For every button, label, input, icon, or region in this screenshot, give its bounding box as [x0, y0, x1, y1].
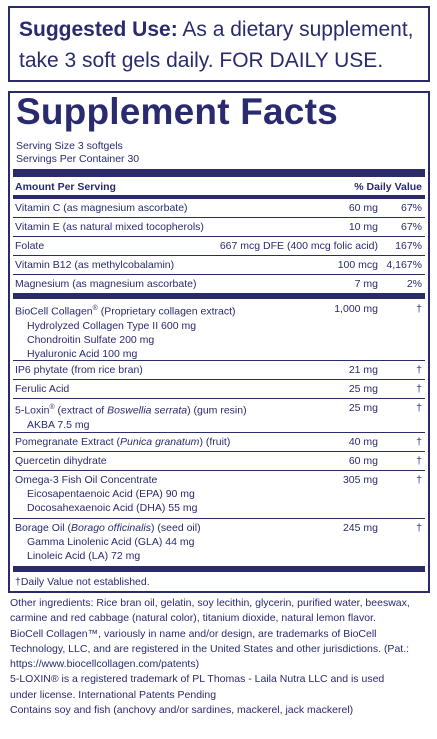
thick-divider	[13, 566, 425, 572]
nutrient-name: Vitamin B12 (as methylcobalamin)	[15, 259, 175, 271]
other-ingredients-text	[10, 596, 430, 718]
ingredient-amount: 1,000 mg	[334, 303, 378, 315]
suggested-use-text-1: As a dietary supplement,	[177, 18, 414, 41]
suggested-use-box	[8, 6, 430, 82]
suggested-use-label: Suggested Use:	[19, 18, 178, 41]
nutrient-name: Vitamin C (as magnesium ascorbate)	[15, 202, 188, 214]
footer-line: carmine and red cabbage (natural color), titanium dioxide, natural lemon flavor.	[10, 612, 376, 625]
nutrient-dv: 67%	[400, 202, 422, 214]
ingredient-amount: 25 mg	[348, 383, 378, 395]
row-divider	[13, 274, 425, 275]
sub-ingredient: Linoleic Acid (LA) 72 mg	[27, 550, 141, 562]
dagger-mark: †	[416, 364, 422, 376]
nutrient-name: Folate	[15, 240, 45, 252]
nutrient-amount: 100 mcg	[337, 259, 378, 271]
ingredient-name: Omega-3 Fish Oil Concentrate Eicosapentaenoic Acid (EPA) 90 mg Docosahexaenoic Acid (DHA) 55 mg	[15, 474, 198, 514]
sub-ingredient: Gamma Linolenic Acid (GLA) 44 mg	[27, 536, 195, 548]
ingredient-name: Borage Oil (Borago officinalis) (seed oil) Gamma Linolenic Acid (GLA) 44 mg Linoleic Acid (LA) 72 mg	[15, 522, 201, 562]
row-divider	[13, 255, 425, 256]
footer-line: 5-LOXIN® is a registered trademark of PL Thomas - Laila Nutra LLC and is used	[10, 673, 385, 686]
row-divider	[13, 360, 425, 361]
nutrient-dv: 4,167%	[386, 259, 422, 271]
footer-line: BioCell Collagen™, variously in name and/or design, are trademarks of BioCell	[10, 627, 377, 640]
row-divider	[13, 398, 425, 399]
nutrient-name: Vitamin E (as natural mixed tocopherols)	[15, 221, 204, 233]
dagger-mark: †	[416, 522, 422, 534]
row-divider	[13, 379, 425, 380]
ingredient-name: 5-Loxin® (extract of Boswellia serrata) (gum resin) AKBA 7.5 mg	[15, 404, 247, 431]
sub-ingredient: Docosahexaenoic Acid (DHA) 55 mg	[27, 502, 198, 514]
thick-divider	[13, 169, 425, 177]
footer-line: under license. International Patents Pending	[10, 688, 217, 701]
medium-divider	[13, 195, 425, 199]
footer-line: Contains soy and fish (anchovy and/or sardines, mackerel, jack mackerel)	[10, 704, 354, 717]
dagger-mark: †	[416, 455, 422, 467]
nutrient-amount: 667 mcg DFE (400 mcg folic acid)	[219, 240, 378, 252]
daily-value-header: % Daily Value	[354, 181, 422, 193]
dagger-mark: †	[416, 436, 422, 448]
footer-line: https://www.biocellcollagen.com/patents)	[10, 658, 200, 671]
row-divider	[13, 470, 425, 471]
facts-title: Supplement Facts	[16, 91, 338, 132]
sub-ingredient: Hyaluronic Acid 100 mg	[27, 347, 138, 360]
nutrient-dv: 67%	[400, 221, 422, 233]
ingredient-name: Pomegranate Extract (Punica granatum) (fruit)	[15, 436, 231, 448]
footer-line: Other ingredients: Rice bran oil, gelatin, soy lecithin, glycerin, purified water, beeswax,	[10, 597, 410, 609]
row-divider	[13, 518, 425, 519]
nutrient-name: Magnesium (as magnesium ascorbate)	[15, 278, 197, 290]
nutrient-dv: 2%	[406, 278, 422, 290]
nutrient-amount: 10 mg	[348, 221, 378, 233]
row-divider	[13, 217, 425, 218]
ingredient-name: IP6 phytate (from rice bran)	[15, 364, 143, 376]
ingredient-name: Ferulic Acid	[15, 383, 70, 395]
ingredient-amount: 60 mg	[348, 455, 378, 467]
amount-per-serving-header: Amount Per Serving	[15, 181, 116, 193]
supplement-facts-panel	[8, 91, 430, 593]
row-divider	[13, 451, 425, 452]
dagger-mark: †	[416, 303, 422, 315]
ingredient-amount: 305 mg	[342, 474, 378, 486]
sub-ingredient: AKBA 7.5 mg	[27, 418, 90, 431]
sub-ingredient: Chondroitin Sulfate 200 mg	[27, 333, 155, 346]
daily-value-footnote: †Daily Value not established.	[15, 576, 150, 588]
ingredient-amount: 245 mg	[342, 522, 378, 534]
serving-size: Serving Size 3 softgels	[16, 140, 123, 152]
footer-line: Technology, LLC, and are registered in the United States and other jurisdictions. (Pat.:	[10, 642, 410, 655]
ingredient-amount: 25 mg	[348, 402, 378, 414]
dagger-mark: †	[416, 402, 422, 414]
suggested-use-line-2: take 3 soft gels daily. FOR DAILY USE.	[19, 49, 384, 72]
suggested-use-line-1	[19, 14, 420, 45]
dagger-mark: †	[416, 474, 422, 486]
dagger-mark: †	[416, 383, 422, 395]
ingredient-name: Quercetin dihydrate	[15, 455, 107, 467]
servings-per-container: Servings Per Container 30	[16, 153, 140, 165]
ingredient-amount: 40 mg	[348, 436, 378, 448]
sub-ingredient: Eicosapentaenoic Acid (EPA) 90 mg	[27, 488, 195, 500]
ingredient-name: BioCell Collagen® (Proprietary collagen extract) Hydrolyzed Collagen Type II 600 mg Chondroitin Sulfate 200 mg Hyaluronic Acid 100 mg	[15, 305, 236, 360]
nutrient-amount: 60 mg	[348, 202, 378, 214]
nutrient-dv: 167%	[395, 240, 422, 252]
row-divider	[13, 236, 425, 237]
nutrient-amount: 7 mg	[354, 278, 378, 290]
ingredient-amount: 21 mg	[348, 364, 378, 376]
row-divider	[13, 432, 425, 433]
thick-divider	[13, 293, 425, 299]
sub-ingredient: Hydrolyzed Collagen Type II 600 mg	[27, 319, 197, 332]
